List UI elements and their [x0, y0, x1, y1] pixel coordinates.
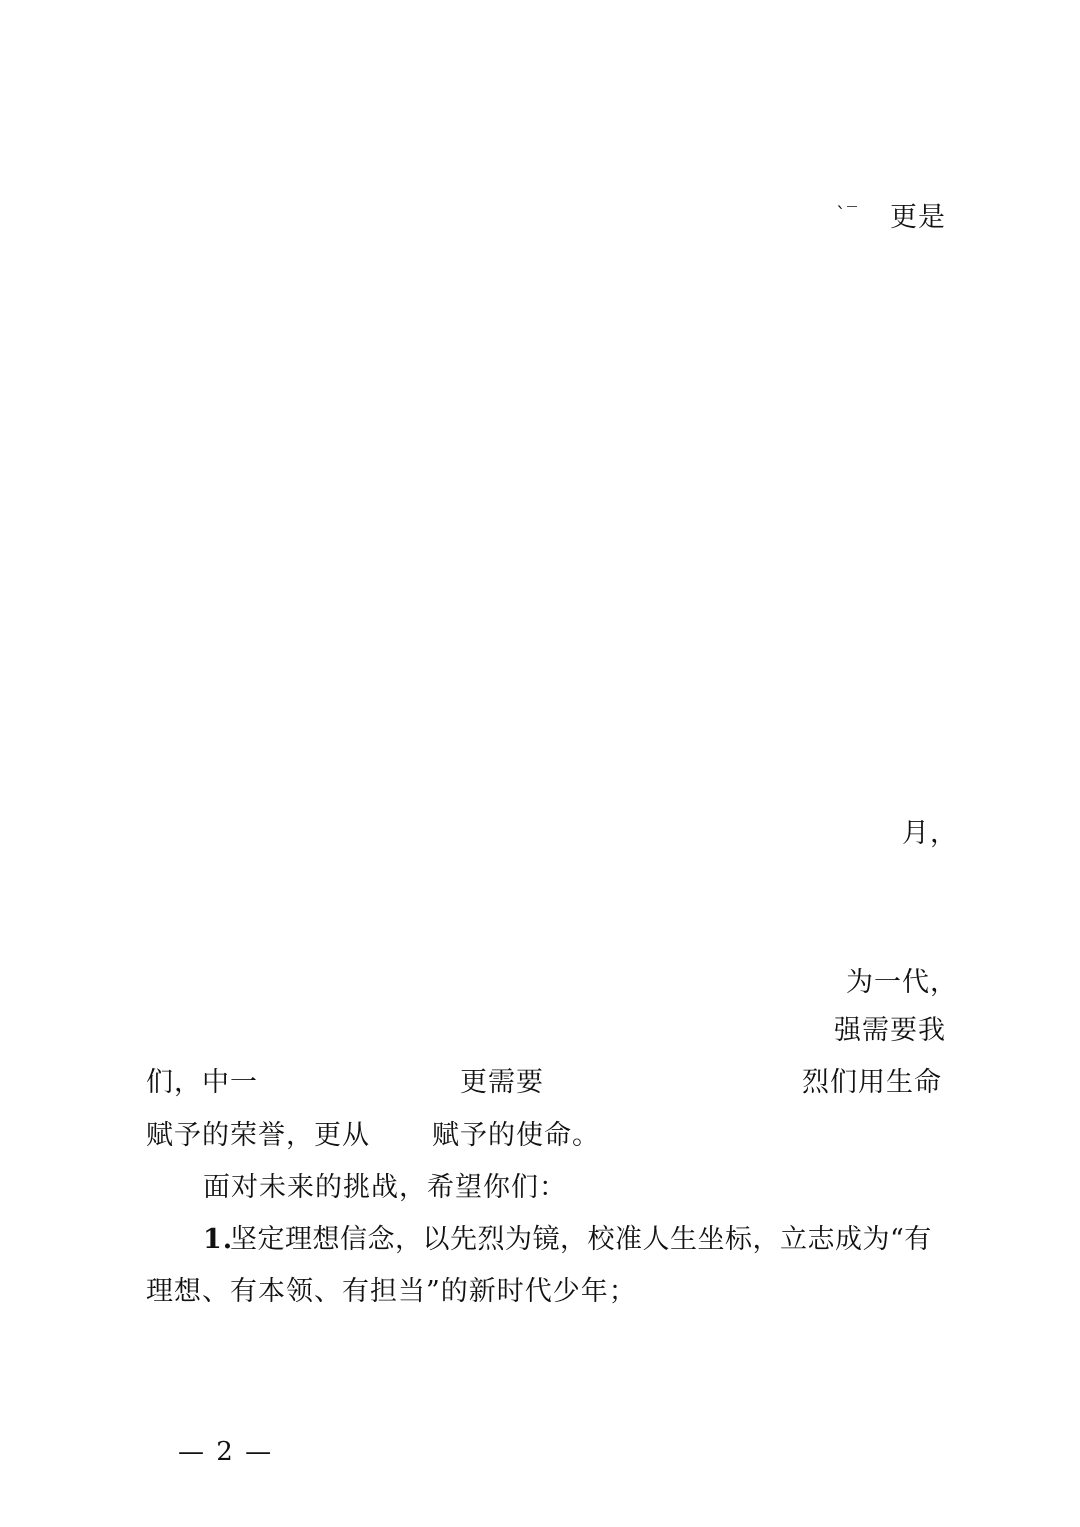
text-honor-left: 赋予的荣誉，更从: [146, 1120, 370, 1151]
list-item-number: 1.: [203, 1224, 234, 1255]
text-fragment-generation: 为一代，: [846, 967, 958, 998]
text-line-right: 烈们用生命: [802, 1067, 942, 1098]
list-item-text-line2: 理想、有本领、有担当”的新时代少年；: [146, 1276, 637, 1307]
scan-mark: `‾: [836, 202, 858, 226]
text-fragment-need: 强需要我: [834, 1015, 946, 1046]
page-number: — 2 —: [178, 1437, 274, 1467]
text-honor-right: 赋予的使命。: [432, 1120, 600, 1151]
list-item-text-line1: 坚定理想信念，以先烈为镜，校准人生坐标，立志成为“有: [230, 1224, 932, 1255]
text-line-left: 们，中一: [146, 1067, 258, 1098]
text-line-middle: 更需要: [460, 1067, 544, 1098]
paragraph-challenge: 面对未来的挑战，希望你们：: [203, 1172, 567, 1203]
text-fragment-top-right: 更是: [890, 202, 946, 233]
text-fragment-mid-right: 月，: [902, 818, 958, 849]
